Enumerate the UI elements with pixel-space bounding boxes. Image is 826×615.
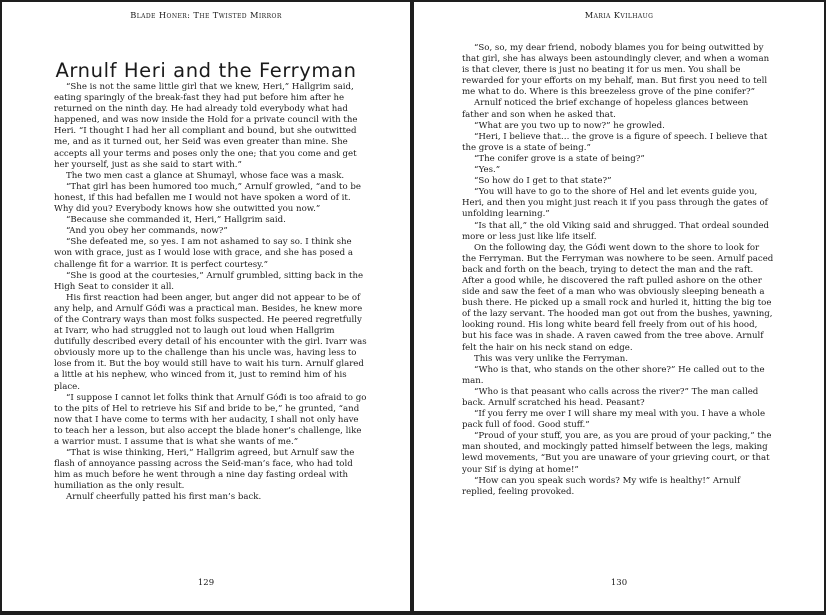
- chapter-title: Arnulf Heri and the Ferryman: [55, 59, 357, 83]
- paragraph: Arnulf cheerfully patted his first man’s back.: [66, 492, 262, 503]
- paragraph: “Is that all,” the old Viking said and shrugged. That ordeal sounded more or less just like life itself.: [462, 220, 770, 242]
- paragraph: “How can you speak such words? My wife is healthy!” Arnulf replied, feeling provoked.: [462, 475, 741, 497]
- paragraph: “Who is that peasant who calls across the river?” The man called back. Arnulf scratched his head. Peasant?: [462, 386, 759, 408]
- page-number-right: 130: [610, 578, 628, 588]
- paragraph: “You will have to go to the shore of Hel and let events guide you, Heri, and then you might just reach it if you pass through the gates of unfolding learning.”: [462, 187, 768, 220]
- paragraph: “She is good at the courtesies,” Arnulf grumbled, sitting back in the High Seat to consider it all.: [54, 270, 364, 292]
- paragraph: This was very unlike the Ferryman.: [474, 353, 628, 364]
- paragraph: On the following day, the Góđi went down to the shore to look for the Ferryman. But the Ferryman was nowhere to be seen. Arnulf paced back and forth on the beach, trying to detect the man and the raft. After a good while, he discovered the raft pulled ashore on the other side and saw the feet of a man who was obviously sleeping beneath a bush there. He picked up a small rock and hurled it, hitting the big toe of the lazy servant. The hooded man got out from the bushes, yawning, looking round. His long white beard fell freely from out of his hood, but his face was in shade. A raven cawed from the tree above. Arnulf felt the hair on his neck stand on edge.: [462, 242, 774, 353]
- paragraph: “What are you two up to now?” he growled.: [474, 120, 665, 131]
- paragraph: “The conifer grove is a state of being?”: [474, 153, 645, 164]
- paragraph: “Who is that, who stands on the other shore?” He called out to the man.: [462, 364, 765, 386]
- right-body-text: [462, 43, 774, 498]
- paragraph: “Proud of your stuff, you are, as you are proud of your packing,” the man shouted, and mockingly patted himself between the legs, making lewd movements, “But you are unaware of your grieving court, or that your Sif is dying at home!”: [462, 431, 772, 475]
- paragraph: “So, so, my dear friend, nobody blames you for being outwitted by that girl, she has always been astoundingly clever, and when a woman is that clever, there is just no beating it for us men. You shall be rewarded for your efforts on my behalf, man. But first you need to tell me what to do. Where is this breezeless grove of the pine conifer?”: [462, 43, 770, 98]
- paragraph: “That girl has been humored too much,” Arnulf growled, “and to be honest, if this had befallen me I would not have spoken a word of it. Why did you? Everybody knows how she outwitted you now.”: [54, 181, 361, 215]
- running-head-right: Maria Kvilhaug: [584, 10, 654, 20]
- paragraph: “That is wise thinking, Heri,” Hallgrim agreed, but Arnulf saw the flash of annoyance passing across the Seiđ-man’s face, who had told him as much before he went through a nine day fasting ordeal with humiliation as the only result.: [54, 448, 355, 492]
- paragraph: “And you obey her commands, now?”: [66, 226, 228, 237]
- page-number-left: 129: [197, 578, 215, 588]
- paragraph: “I suppose I cannot let folks think that Arnulf Góđi is too afraid to go to the pits of Hel to retrieve his Sif and bride to be,” he grunted, “and now that I have come to terms with her audacity, I shall not only have to teach her a lesson, but also accept the blade honer’s challenge, like a warrior must. I assume that is what she wants of me.”: [54, 392, 367, 447]
- paragraph: “If you ferry me over I will share my meal with you. I have a whole pack full of food. Good stuff.”: [462, 409, 766, 431]
- paragraph: “So how do I get to that state?”: [474, 176, 612, 187]
- paragraph: “Yes.”: [474, 165, 501, 176]
- left-page: [2, 2, 410, 611]
- paragraph: “Because she commanded it, Heri,” Hallgrim said.: [66, 215, 286, 226]
- running-head-left: Blade Honer: The Twisted Mirror: [130, 10, 282, 20]
- paragraph: “She is not the same little girl that we knew, Heri,” Hallgrim said, eating sparingly of the break-fast they had put before him after he returned on the ninth day. He had already told everybody what had happened, and was now inside the Hold for a private council with the Heri. “I thought I had her all compliant and bound, but she outwitted me, and as it turned out, her Seiđ was even greater than mine. She accepts all your terms and poses only the one; that you come and get her yourself, just as she said to start with.”: [54, 82, 358, 170]
- right-page: [414, 2, 824, 611]
- paragraph: His first reaction had been anger, but anger did not appear to be of any help, and Arnulf Góđi was a practical man. Besides, he knew more of the Contrary ways than most folks suspected. He peered regretfully at Ivarr, who had struggled not to laugh out loud when Hallgrim dutifully described every detail of his encounter with the girl. Ivarr was obviously more up to the challenge than his uncle was, having less to lose from it. But the boy would still have to wait his turn. Arnulf glared a little at his nephew, who winced from it, just to remind him of his place.: [54, 292, 367, 392]
- paragraph: “She defeated me, so yes. I am not ashamed to say so. I think she won with grace, just as I would lose with grace, and she has posed a challenge fit for a warrior. It is perfect courtesy.”: [54, 237, 353, 270]
- left-body-text: [54, 82, 368, 504]
- paragraph: The two men cast a glance at Shumayl, whose face was a mask.: [66, 170, 345, 181]
- paragraph: “Heri, I believe that… the grove is a figure of speech. I believe that the grove is a state of being.”: [462, 131, 768, 153]
- paragraph: Arnulf noticed the brief exchange of hopeless glances between father and son when he asked that.: [462, 98, 749, 120]
